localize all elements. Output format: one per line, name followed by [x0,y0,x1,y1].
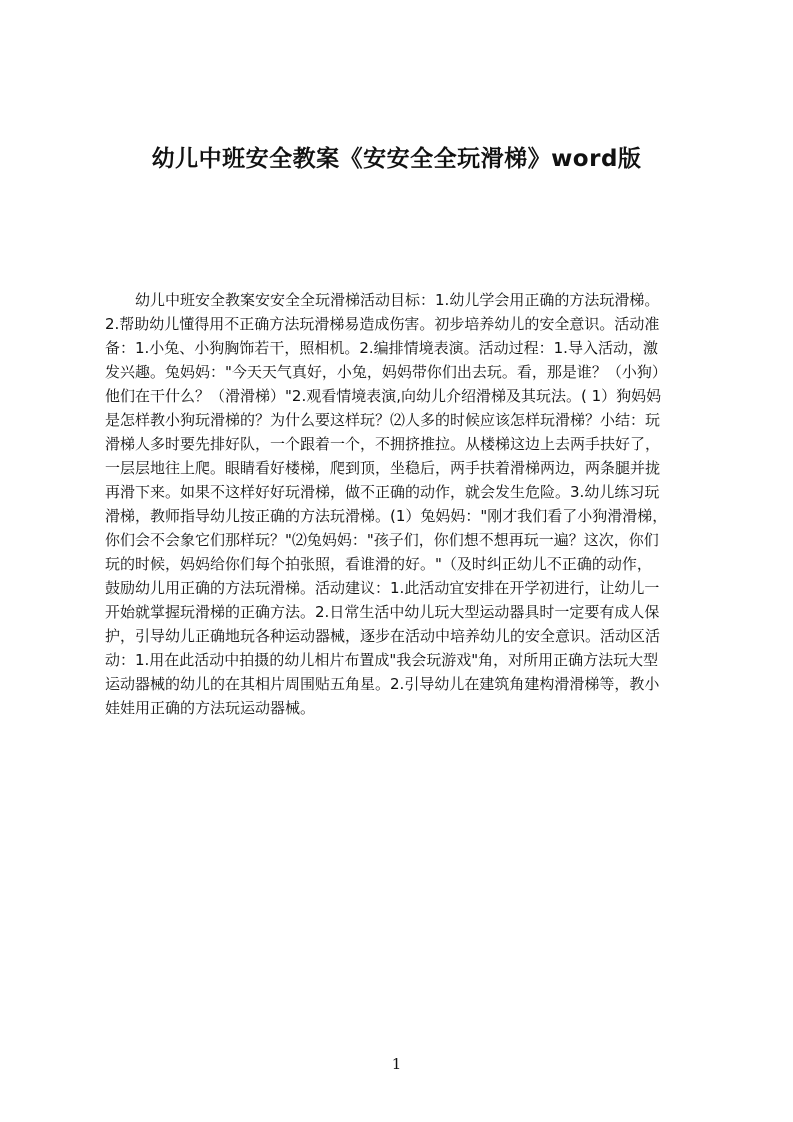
body-line: 动：1.用在此活动中拍摄的幼儿相片布置成"我会玩游戏"角，对所用正确方法玩大型 [105,651,659,669]
body-line: 发兴趣。兔妈妈："今天天气真好，小兔，妈妈带你们出去玩。看，那是谁？（小狗） [105,363,667,381]
body-line: 再滑下来。如果不这样好好玩滑梯，做不正确的动作，就会发生危险。3.幼儿练习玩 [105,483,660,501]
body-line: 2.帮助幼儿懂得用不正确方法玩滑梯易造成伤害。初步培养幼儿的安全意识。活动准 [105,315,660,333]
body-line: 娃娃用正确的方法玩运动器械。 [105,699,316,717]
body-line: 他们在干什么？（滑滑梯）"2.观看情境表演,向幼儿介绍滑梯及其玩法。( 1）狗妈妈 [105,387,662,405]
page-number: 1 [391,1055,402,1073]
document-title: 幼儿中班安全教案《安安全全玩滑梯》word版 [151,146,642,172]
body-line: 你们会不会象它们那样玩？"⑵兔妈妈："孩子们，你们想不想再玩一遍？这次，你们 [105,531,659,549]
body-line: 玩的时候，妈妈给你们每个拍张照，看谁滑的好。"（及时纠正幼儿不正确的动作， [105,555,652,573]
body-line: 开始就掌握玩滑梯的正确方法。2.日常生活中幼儿玩大型运动器具时一定要有成人保 [105,603,660,621]
body-line: 一层层地往上爬。眼睛看好楼梯，爬到顶，坐稳后，两手扶着滑梯两边，两条腿并拢 [105,459,661,477]
body-line: 滑梯人多时要先排好队，一个跟着一个，不拥挤推拉。从楼梯这边上去两手扶好了， [105,435,661,453]
body-line: 幼儿中班安全教案安安全全玩滑梯活动目标：1.幼儿学会用正确的方法玩滑梯。 [105,291,660,309]
body-line: 运动器械的幼儿的在其相片周围贴五角星。2.引导幼儿在建筑角建构滑滑梯等，教小 [105,675,660,693]
body-line: 备：1.小兔、小狗胸饰若干，照相机。2.编排情境表演。活动过程：1.导入活动，激 [105,339,658,357]
body-line: 护，引导幼儿正确地玩各种运动器械，逐步在活动中培养幼儿的安全意识。活动区活 [105,627,661,645]
body-line: 鼓励幼儿用正确的方法玩滑梯。活动建议：1.此活动宜安排在开学初进行，让幼儿一 [105,579,660,597]
body-line: 滑梯，教师指导幼儿按正确的方法玩滑梯。(1）兔妈妈："刚才我们看了小狗滑滑梯， [105,507,668,525]
body-line: 是怎样教小狗玩滑梯的？为什么要这样玩？⑵人多的时候应该怎样玩滑梯？小结：玩 [105,411,661,429]
document-body [105,288,697,720]
